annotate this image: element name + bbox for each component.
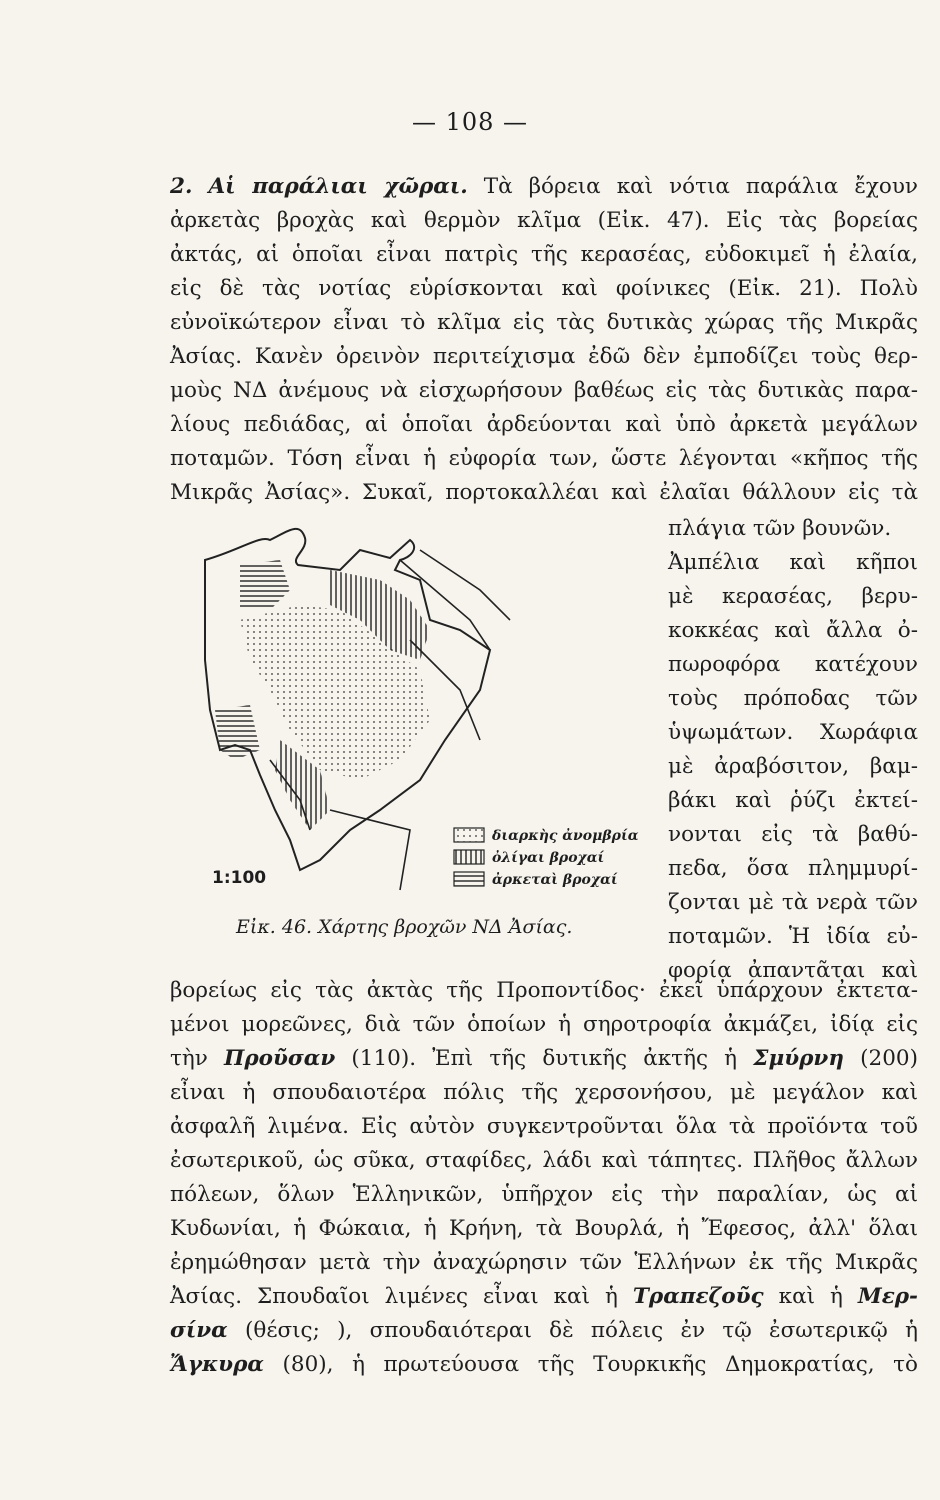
text-fragment: (110). Ἐπὶ τῆς δυτικῆς ἀκτῆς ἡ [351, 1046, 738, 1071]
right-text-line: ποταμῶν. Ἡ ἰδία εὐ- [668, 924, 918, 949]
city-name: Μερ- [857, 1284, 918, 1309]
right-text-line: πλάγια τῶν βουνῶν. [668, 516, 892, 541]
section-heading-line [170, 170, 918, 204]
text-line-ankara [170, 1348, 918, 1382]
text-line: ἀσφαλῆ λιμένα. Εἰς αὐτὸν συγκεντροῦνται ὅλα τὰ προϊόντα τοῦ [170, 1114, 918, 1139]
text-line: βορείως εἰς τὰς ἀκτὰς τῆς Προποντίδος· ἐκεῖ ὑπάρχουν ἐκτετα- [170, 978, 918, 1003]
legend-label-ample: ἀρκεταὶ βροχαί [492, 872, 618, 888]
right-text-line: μὲ ἀραβόσιτον, βαμ- [668, 754, 918, 779]
right-text-line: μὲ κερασέας, βερυ- [668, 584, 918, 609]
figure-caption: Εἰκ. 46. Χάρτης βροχῶν ΝΔ Ἀσίας. [236, 916, 573, 938]
text-fragment: (80), ἡ πρωτεύουσα τῆς Τουρκικῆς Δημοκρατίας, τὸ [282, 1352, 919, 1377]
ample-rain-region [240, 560, 290, 610]
text-line: ἐσωτερικοῦ, ὡς σῦκα, σταφίδες, λάδι καὶ τάπητες. Πλῆθος ἄλλων [170, 1148, 918, 1173]
right-text-line: πεδα, ὅσα πλημμυρί- [668, 856, 918, 881]
text-line: Κυδωνίαι, ἡ Φώκαια, ἡ Κρήνη, τὰ Βουρλά, ἡ Ἔφεσος, ἀλλ' ὅλαι [170, 1216, 918, 1241]
page-number: — 108 — [411, 108, 529, 136]
text-fragment: τὴν [170, 1046, 208, 1071]
text-line-prousa [170, 1042, 918, 1076]
right-text-line: τοὺς πρόποδας τῶν [668, 686, 918, 711]
text-line: εἰς δὲ τὰς νοτίας εὑρίσκονται καὶ φοίνικες (Εἰκ. 21). Πολὺ [170, 276, 918, 301]
text-line: μοὺς ΝΔ ἀνέμους νὰ εἰσχωρήσουν βαθέως εἰς τὰς δυτικὰς παρα- [170, 378, 918, 403]
text-fragment: καὶ ἡ [778, 1284, 843, 1309]
text-line: εἶναι ἡ σπουδαιοτέρα πόλις τῆς χερσονήσου, μὲ μεγάλον καὶ [170, 1080, 918, 1105]
city-name: Προῦσαν [224, 1046, 336, 1071]
city-name: Ἄγκυρα [170, 1352, 264, 1377]
right-text-line: ὑψωμάτων. Χωράφια [668, 720, 918, 745]
right-text-line: Ἀμπέλια καὶ κῆποι [668, 550, 918, 575]
section-number: 2. [170, 174, 193, 199]
text-line: λίους πεδιάδας, αἱ ὁποῖαι ἀρδεύονται καὶ ὑπὸ ἀρκετὰ μεγάλων [170, 412, 918, 437]
ample-rain-region [215, 705, 260, 760]
text-line: εὐνοϊκώτερον εἶναι τὸ κλῖμα εἰς τὰς δυτικὰς χώρας τῆς Μικρᾶς [170, 310, 918, 335]
text-line: ἐρημώθησαν μετὰ τὴν ἀναχώρησιν τῶν Ἑλλήνων ἐκ τῆς Μικρᾶς [170, 1250, 918, 1275]
text-fragment: Ἀσίας. Σπουδαῖοι λιμένες εἶναι καὶ ἡ [170, 1284, 618, 1309]
rainfall-map [180, 510, 660, 910]
right-text-line: φορία ἀπαντᾶται καὶ [668, 958, 918, 983]
map-scale: 1:100 [212, 868, 267, 888]
right-text-line: βάκι καὶ ῥύζι ἐκτεί- [668, 788, 918, 813]
legend-label-dry: διαρκὴς ἀνομβρία [492, 828, 639, 844]
text-fragment: (200) [860, 1046, 918, 1071]
text-line: Μικρᾶς Ἀσίας». Συκαῖ, πορτοκαλλέαι καὶ ἐλαῖαι θάλλουν εἰς τὰ [170, 480, 918, 505]
city-name: Σμύρνη [753, 1046, 844, 1071]
right-text-line: ζονται μὲ τὰ νερὰ τῶν [668, 890, 918, 915]
section-title: Αἱ παράλιαι χῶραι. [208, 174, 468, 199]
text-line: ἀκτάς, αἱ ὁποῖαι εἶναι πατρὶς τῆς κερασέας, εὐδοκιμεῖ ἡ ἐλαία, [170, 242, 918, 267]
rainfall-map-figure [180, 510, 660, 910]
right-text-line: πωροφόρα κατέχουν [668, 652, 918, 677]
text-line: ἀρκετὰς βροχὰς καὶ θερμὸν κλῖμα (Εἰκ. 47). Εἰς τὰς βορείας [170, 208, 918, 233]
city-name: σίνα [170, 1318, 228, 1343]
text-line: μένοι μορεῶνες, διὰ τῶν ὁποίων ἡ σηροτροφία ἀκμάζει, ἰδίᾳ εἰς [170, 1012, 918, 1037]
legend-label-light: ὀλίγαι βροχαί [492, 850, 605, 866]
text-line: πόλεων, ὅλων Ἑλληνικῶν, ὑπῆρχον εἰς τὴν παραλίαν, ὡς αἱ [170, 1182, 918, 1207]
right-text-line: κοκκέας καὶ ἄλλα ὀ- [668, 618, 918, 643]
city-name: Τραπεζοῦς [632, 1284, 764, 1309]
text-fragment: (θέσις; ), σπουδαιότεραι δὲ πόλεις ἐν τῷ ἐσωτερικῷ ἡ [244, 1318, 918, 1343]
text-line-mersina [170, 1314, 918, 1348]
text-line: Τὰ βόρεια καὶ νότια παράλια ἔχουν [483, 174, 918, 199]
text-line-trapezous [170, 1280, 918, 1314]
text-line: ποταμῶν. Τόση εἶναι ἡ εὐφορία των, ὥστε λέγονται «κῆπος τῆς [170, 446, 918, 471]
right-text-line: νονται εἰς τὰ βαθύ- [668, 822, 918, 847]
text-line: Ἀσίας. Κανὲν ὀρεινὸν περιτείχισμα ἐδῶ δὲν ἐμποδίζει τοὺς θερ- [170, 344, 918, 369]
